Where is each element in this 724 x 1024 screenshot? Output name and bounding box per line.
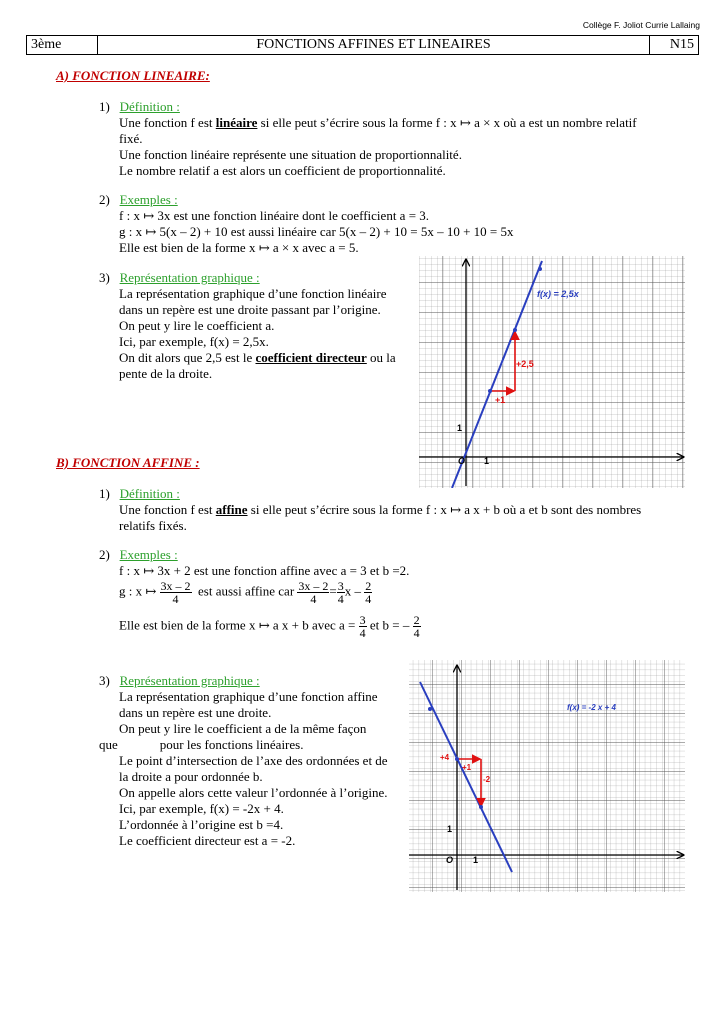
section-a-def-line2: fixé. bbox=[119, 131, 143, 146]
section-b-rep-line4: que pour les fonctions linéaires. bbox=[99, 737, 304, 752]
section-a-rep-line6: pente de la droite. bbox=[119, 366, 213, 381]
y-unit-label: 1 bbox=[447, 824, 453, 834]
function-label: f(x) = 2,5x bbox=[537, 289, 579, 299]
fraction-3: $\frac{3}{4}$ bbox=[337, 579, 344, 606]
section-b-rep-line7: On appelle alors cette valeur l’ordonnée à l’origine. bbox=[119, 785, 388, 800]
section-a-def-line1: Une fonction f est linéaire si elle peut s’écrire sous la forme f : x ↦ a × x où a est un nombre relatif bbox=[119, 115, 637, 130]
school-name: Collège F. Joliot Currie Lallaing bbox=[582, 20, 700, 30]
section-b-rep-line9: L’ordonnée à l’origine est b =4. bbox=[119, 817, 284, 832]
section-b-rep-line1: La représentation graphique d’une fonction affine bbox=[119, 689, 378, 704]
section-b-rep-line8: Ici, par exemple, f(x) = -2x + 4. bbox=[119, 801, 284, 816]
section-b-def-heading: 1) Définition : bbox=[99, 486, 180, 501]
point-1 bbox=[488, 389, 492, 393]
section-b-rep-line10: Le coefficient directeur est a = -2. bbox=[119, 833, 296, 848]
level-cell bbox=[27, 36, 98, 55]
section-a-rep-line4: Ici, par exemple, f(x) = 2,5x. bbox=[119, 334, 269, 349]
origin-label: O bbox=[458, 456, 466, 466]
point-2 bbox=[513, 328, 517, 332]
dy-label: -2 bbox=[483, 775, 491, 784]
section-a-def-heading: 1) Définition : bbox=[99, 99, 180, 114]
b-label: +4 bbox=[440, 753, 450, 762]
section-b-def-line2: relatifs fixés. bbox=[119, 518, 187, 533]
fraction-6: $\frac{2}{4}$ bbox=[413, 613, 420, 640]
graph-linear bbox=[419, 256, 685, 488]
section-a-rep-line2: dans un repère est une droite passant par l’origine. bbox=[119, 302, 381, 317]
function-label: f(x) = -2 x + 4 bbox=[567, 703, 616, 712]
point-1 bbox=[428, 707, 432, 711]
x-unit-label: 1 bbox=[484, 456, 490, 466]
dy-label: +2,5 bbox=[516, 359, 534, 369]
section-b-ex-line2: g : x ↦ $\frac{3x - 2}{4}$ est aussi affine car $\frac{3x - 2}{4}$ = $\frac{3}{4}$ x – $\frac{2}{4}$ bbox=[119, 579, 372, 606]
section-b-rep-line6: la droite a pour ordonnée b. bbox=[119, 769, 263, 784]
dx-label: +1 bbox=[462, 763, 472, 772]
page-title: FONCTIONS AFFINES ET LINEAIRES bbox=[256, 37, 491, 52]
section-a-def-line4: Le nombre relatif a est alors un coefficient de proportionnalité. bbox=[119, 163, 446, 178]
section-a-rep-line3: On peut y lire le coefficient a. bbox=[119, 318, 275, 333]
section-a-title: A) FONCTION LINEAIRE: bbox=[56, 68, 210, 83]
origin-label: O bbox=[446, 855, 454, 865]
section-b-rep-line3: On peut y lire le coefficient a de la même façon bbox=[119, 721, 367, 736]
point-3 bbox=[479, 805, 483, 809]
section-a-rep-line5: On dit alors que 2,5 est le coefficient directeur ou la bbox=[119, 350, 396, 365]
y-unit-label: 1 bbox=[457, 423, 463, 433]
graph-affine bbox=[409, 660, 685, 892]
section-b-ex-line3: Elle est bien de la forme x ↦ a x + b avec a = $\frac{3}{4}$ et b = – $\frac{2}{4}$ bbox=[119, 613, 420, 640]
title-cell bbox=[98, 36, 650, 55]
section-b-ex-line1: f : x ↦ 3x + 2 est une fonction affine avec a = 3 et b =2. bbox=[119, 563, 410, 578]
fraction-5: $\frac{3}{4}$ bbox=[359, 613, 366, 640]
level: 3ème bbox=[31, 37, 62, 52]
section-a-ex-heading: 2) Exemples : bbox=[99, 192, 178, 207]
section-b-rep-heading: 3) Représentation graphique : bbox=[99, 673, 260, 688]
point-3 bbox=[538, 267, 542, 271]
section-a-rep-line1: La représentation graphique d’une fonction linéaire bbox=[119, 286, 387, 301]
section-a-ex-line2: g : x ↦ 5(x – 2) + 10 est aussi linéaire car 5(x – 2) + 10 = 5x – 10 + 10 = 5x bbox=[119, 224, 514, 239]
fraction-4: $\frac{2}{4}$ bbox=[365, 579, 372, 606]
section-a-rep-heading: 3) Représentation graphique : bbox=[99, 270, 260, 285]
section-b-title: B) FONCTION AFFINE : bbox=[56, 455, 200, 470]
section-b-def-line1: Une fonction f est affine si elle peut s’écrire sous la forme f : x ↦ a x + b où a et b sont des nombres bbox=[119, 502, 642, 517]
fraction-1: $\frac{3x - 2}{4}$ bbox=[160, 579, 191, 606]
point-2 bbox=[455, 757, 459, 761]
fraction-2: $\frac{3x - 2}{4}$ bbox=[298, 579, 329, 606]
x-unit-label: 1 bbox=[473, 855, 479, 865]
section-b-ex-heading: 2) Exemples : bbox=[99, 547, 178, 562]
section-a-ex-line3: Elle est bien de la forme x ↦ a × x avec a = 5. bbox=[119, 240, 359, 255]
dx-label: +1 bbox=[495, 395, 506, 405]
section-a-ex-line1: f : x ↦ 3x est une fonction linéaire dont le coefficient a = 3. bbox=[119, 208, 430, 223]
sheet-code: N15 bbox=[669, 37, 694, 52]
section-a-def-line3: Une fonction linéaire représente une situation de proportionnalité. bbox=[119, 147, 462, 162]
section-b-rep-line2: dans un repère est une droite. bbox=[119, 705, 272, 720]
code-cell bbox=[650, 36, 699, 55]
header-table bbox=[26, 35, 699, 55]
section-b-rep-line5: Le point d’intersection de l’axe des ordonnées et de bbox=[119, 753, 388, 768]
